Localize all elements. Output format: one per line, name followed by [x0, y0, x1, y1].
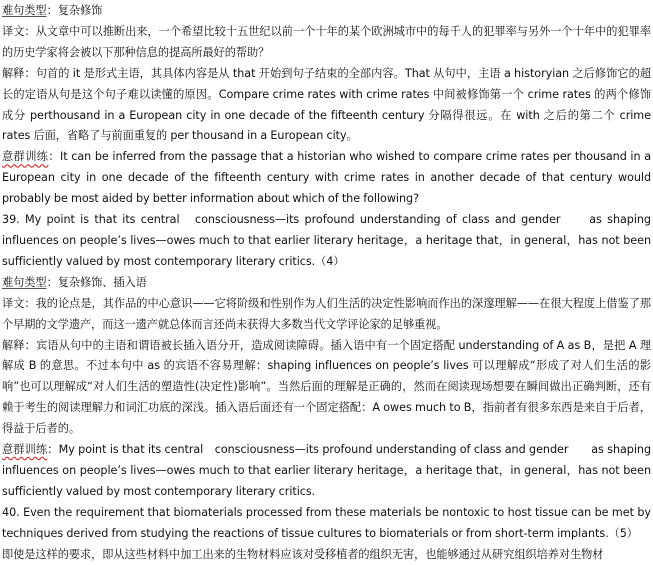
sentence-type-label: 难句类型: [2, 275, 47, 289]
chunk-training-label: 意群训练: [2, 150, 49, 164]
sentence-type-label: 难句类型: [2, 4, 47, 17]
question-40: 40. Even the requirement that biomaterials processed from these materials be nontoxic to host tissue can be met by techniques derived from studying the reactions of tissue cultures to biomaterials or from short-term implants.（5）: [2, 505, 651, 540]
explanation-paragraph-1: 解释：句首的 it 是形式主语，其具体内容是从 that 开始到句子结束的全部内容。That 从句中，主语 a historyian 之后修饰它的超长的定语从句是这个句子难以读懂的原因。Compare crime rates with crime rates 中间被修饰第一个 crime rates 的两个修饰成分 perthousand in a European city in one decade of the fifteenth century 分隔得很远。在 with 之后的第二个 crime rates 后面，省略了与前面重复的 per thousand in a European city。: [2, 66, 651, 143]
chunk-training-paragraph-1: 意群训练：It can be inferred from the passage that a historian who wished to compare crime rates per thousand in a European city in one decade of the fifteenth century with crime rates in another decade of that century would probably be most aided by better information about which of the following?: [2, 150, 651, 206]
translation-paragraph-1: 译文：从文章中可以推断出来，一个希望比较十五世纪以前一个十年的某个欧洲城市中的每千人的犯罪率与另外一个十年中的犯罪率的历史学家将会被以下那种信息的提高所最好的帮助？: [2, 24, 651, 59]
translation-paragraph-3: 即使是这样的要求，即从这些材料中加工出来的生物材料应该对受移植者的组织无害，也能够通过从研究组织培养对生物材: [2, 547, 604, 561]
chunk-training-label: 意群训练: [2, 443, 48, 457]
sentence-type-line-2: 难句类型：复杂修饰、插入语: [2, 275, 147, 289]
chunk-training-paragraph-2: 意群训练：My point is that its central consciousness—its profound understanding of class and gender as shaping influences on people’s lives—owes much to that earlier literary heritage，a heritage that，in general，has not been sufficiently valued by most contemporary literary critics.: [2, 443, 651, 498]
question-39: 39. My point is that its central consciousness—its profound understanding of class and gender as shaping influences on people’s lives—owes much to that earlier literary heritage，a heritage that，in general，has not been sufficiently valued by most contemporary literary critics.（4）: [2, 213, 651, 268]
sentence-type-line-1: 难句类型：复杂修饰: [2, 4, 103, 17]
explanation-paragraph-2: 解释：宾语从句中的主语和谓语被长插入语分开，造成阅读障碍。插入语中有一个固定搭配 understanding of A as B，是把 A 理解成 B 的意思。不过本句中 as 的宾语不容易理解：shaping influences on people’s lives 可以理解成“形成了对人们生活的影响”也可以理解成“对人们生活的塑造性(决定性)影响”。当然后面的理解是正确的，然而在阅读现场想要在瞬间做出正确判断，还有赖于考生的阅读理解力和词汇功底的深浅。插入语后面还有一个固定搭配：A owes much to B，指前者有很多东西是来自于后者，得益于后者的。: [2, 338, 651, 436]
translation-paragraph-2: 译文：我的论点是，其作品的中心意识——它将阶级和性别作为人们生活的决定性影响而作出的深邃理解——在很大程度上借鉴了那个早期的文学遗产，而这一遗产就总体而言还尚未获得大多数当代文学评论家的足够重视。: [2, 296, 651, 331]
